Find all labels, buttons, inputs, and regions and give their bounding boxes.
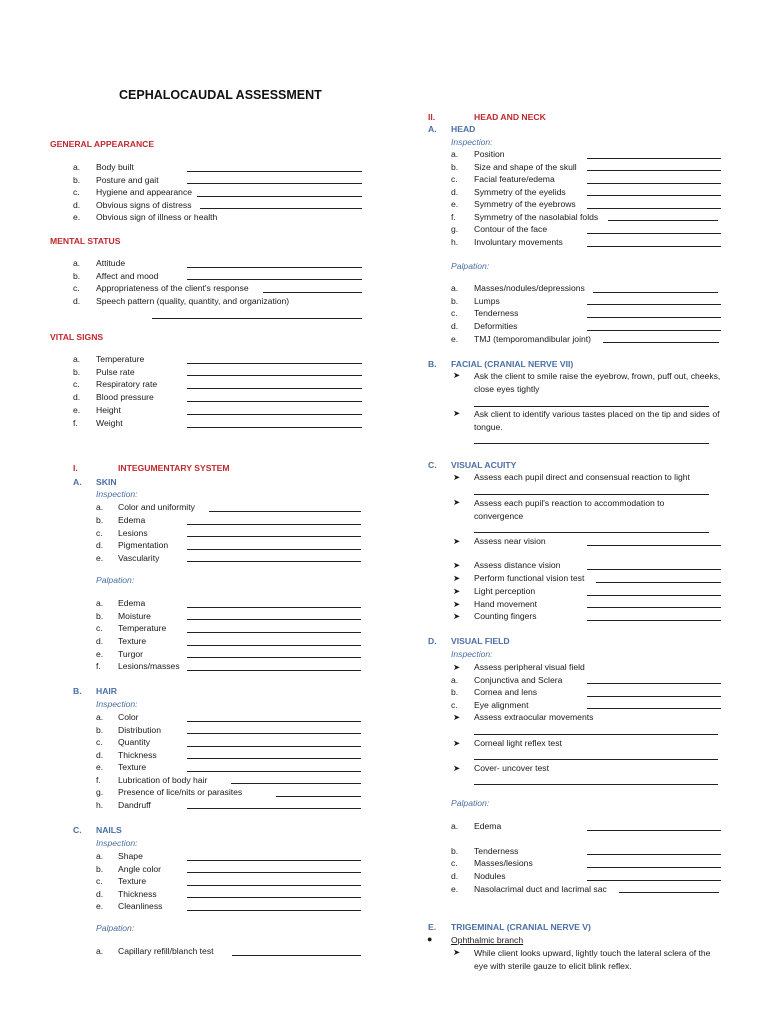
answer-line[interactable] <box>587 595 721 596</box>
answer-line[interactable] <box>187 171 362 172</box>
answer-line[interactable] <box>587 708 721 709</box>
palpation-label: Palpation: <box>451 261 490 271</box>
answer-line[interactable] <box>587 330 721 331</box>
list-item: f. Lubrication of body hair <box>96 774 366 787</box>
list-item: b. Distribution <box>96 724 366 737</box>
answer-line[interactable] <box>593 292 718 293</box>
answer-line[interactable] <box>197 196 362 197</box>
answer-line[interactable] <box>608 220 718 221</box>
answer-line[interactable] <box>587 170 721 171</box>
instruction-text: Ask the client to smile raise the eyebrow, frown, puff out, cheeks, close eyes tightly <box>474 371 721 394</box>
answer-line[interactable] <box>187 645 361 646</box>
answer-line[interactable] <box>587 569 721 570</box>
instruction-text: Assess each pupil's reaction to accommodation to convergence <box>474 498 665 521</box>
answer-line[interactable] <box>187 607 361 608</box>
list-item: b. Angle color <box>96 863 366 876</box>
list-item: e. Texture <box>96 761 366 774</box>
section-heading-vital-signs: VITAL SIGNS <box>50 332 104 342</box>
answer-line[interactable] <box>231 783 361 784</box>
list-item: a. Attitude <box>73 257 363 270</box>
branch-label: Ophthalmic branch <box>451 935 524 945</box>
list-item: g. Presence of lice/nits or parasites <box>96 786 366 799</box>
answer-line[interactable] <box>187 267 362 268</box>
answer-line[interactable] <box>187 860 361 861</box>
list-item: g. Contour of the face <box>451 223 726 236</box>
answer-line[interactable] <box>596 582 721 583</box>
subsection-letter: B. <box>428 359 437 369</box>
subsection-heading-skin: SKIN <box>96 477 117 487</box>
answer-line[interactable] <box>587 304 721 305</box>
answer-line[interactable] <box>263 292 362 293</box>
subsection-letter: C. <box>73 825 82 835</box>
list-item: ➤ Assess peripheral visual field <box>453 662 585 672</box>
arrow-bullet-icon: ➤ <box>453 712 461 722</box>
list-item: e. Vascularity <box>96 552 366 565</box>
inspection-label: Inspection: <box>96 838 138 848</box>
list-item: e. Symmetry of the eyebrows <box>451 198 726 211</box>
answer-line[interactable] <box>587 854 721 855</box>
answer-line[interactable] <box>187 733 361 734</box>
palpation-label: Palpation: <box>96 575 135 585</box>
list-item: c. Hygiene and appearance <box>73 186 363 199</box>
list-item: ➤ Assess extraocular movements <box>453 712 594 722</box>
arrow-bullet-icon: ➤ <box>453 611 461 621</box>
palpation-label: Palpation: <box>96 923 135 933</box>
list-item: ➤ Light perception <box>453 585 728 598</box>
answer-line[interactable] <box>587 696 721 697</box>
answer-line[interactable] <box>187 670 361 671</box>
answer-line[interactable] <box>587 183 721 184</box>
arrow-bullet-icon: ➤ <box>453 738 461 748</box>
arrow-bullet-icon: ➤ <box>453 586 461 596</box>
subsection-letter: C. <box>428 460 437 470</box>
list-item: d. Pigmentation <box>96 539 366 552</box>
answer-line[interactable] <box>187 183 362 184</box>
answer-line[interactable] <box>187 808 361 809</box>
subsection-heading-visual-field: VISUAL FIELD <box>451 636 510 646</box>
list-item: b. Cornea and lens <box>451 686 726 699</box>
answer-line[interactable] <box>474 784 718 785</box>
answer-line[interactable] <box>187 279 362 280</box>
list-item: d. Blood pressure <box>73 391 363 404</box>
list-item: b. Size and shape of the skull <box>451 161 726 174</box>
answer-line[interactable] <box>187 375 362 376</box>
list-item: d. Thickness <box>96 749 366 762</box>
list-item: b. Pulse rate <box>73 366 363 379</box>
section-number: II. <box>428 112 436 122</box>
list-item: c. Facial feature/edema <box>451 173 726 186</box>
list-item: f. Weight <box>73 417 363 430</box>
list-item: b. Tenderness <box>451 845 726 858</box>
answer-line[interactable] <box>474 406 709 407</box>
answer-line[interactable] <box>187 363 362 364</box>
list-item: c. Appropriateness of the client's response <box>73 282 363 295</box>
list-item: e. TMJ (temporomandibular joint) <box>451 333 726 346</box>
arrow-bullet-icon: ➤ <box>453 560 461 570</box>
list-item: a. Color and uniformity <box>96 501 366 514</box>
list-item: a. Body built <box>73 161 363 174</box>
answer-line[interactable] <box>587 867 721 868</box>
section-heading-integumentary: INTEGUMENTARY SYSTEM <box>118 463 230 473</box>
answer-line[interactable] <box>587 830 721 831</box>
list-item: b. Posture and gait <box>73 174 363 187</box>
inspection-label: Inspection: <box>451 137 493 147</box>
list-item: d. Deformities <box>451 320 726 333</box>
list-item: a. Edema <box>96 597 366 610</box>
answer-line[interactable] <box>474 443 709 444</box>
subsection-letter: A. <box>73 477 82 487</box>
answer-line[interactable] <box>209 511 361 512</box>
answer-line[interactable] <box>474 494 709 495</box>
list-item: e. Turgor <box>96 648 366 661</box>
answer-line[interactable] <box>187 632 361 633</box>
answer-line[interactable] <box>187 758 361 759</box>
list-item: b. Lumps <box>451 295 726 308</box>
answer-line[interactable] <box>474 759 718 760</box>
arrow-bullet-icon: ➤ <box>453 763 461 773</box>
list-item: ➤ Perform functional vision test <box>453 572 728 585</box>
list-item: b. Affect and mood <box>73 270 363 283</box>
list-item: e. Nasolacrimal duct and lacrimal sac <box>451 883 726 896</box>
answer-line[interactable] <box>187 414 362 415</box>
answer-line[interactable] <box>187 524 361 525</box>
list-item: a. Shape <box>96 850 366 863</box>
list-item: c. Masses/lesions <box>451 857 726 870</box>
answer-line[interactable] <box>587 620 721 621</box>
list-item: c. Quantity <box>96 736 366 749</box>
page-title: CEPHALOCAUDAL ASSESSMENT <box>119 88 322 102</box>
answer-line[interactable] <box>603 342 719 343</box>
arrow-bullet-icon: ➤ <box>453 947 461 957</box>
answer-line[interactable] <box>587 208 721 209</box>
answer-line[interactable] <box>587 317 721 318</box>
list-item: f. Symmetry of the nasolabial folds <box>451 211 726 224</box>
answer-line[interactable] <box>187 897 361 898</box>
list-item: d. Texture <box>96 635 366 648</box>
arrow-bullet-icon: ➤ <box>453 370 461 380</box>
answer-line[interactable] <box>587 880 721 881</box>
subsection-heading-hair: HAIR <box>96 686 118 696</box>
subsection-heading-visual-acuity: VISUAL ACUITY <box>451 460 517 470</box>
answer-line[interactable] <box>187 549 361 550</box>
list-item: c. Eye alignment <box>451 699 726 712</box>
answer-line[interactable] <box>187 388 362 389</box>
answer-line[interactable] <box>587 233 721 234</box>
list-item: c. Respiratory rate <box>73 378 363 391</box>
list-item: ➤ Assess distance vision <box>453 559 728 572</box>
list-item: c. Temperature <box>96 622 366 635</box>
instruction-text: While client looks upward, lightly touch the lateral sclera of the eye with sterile gauze to elicit blink reflex. <box>474 948 711 971</box>
arrow-bullet-icon: ➤ <box>453 408 461 418</box>
answer-line[interactable] <box>187 561 361 562</box>
answer-line[interactable] <box>187 619 361 620</box>
section-number: I. <box>73 463 78 473</box>
list-item: ➤ Corneal light reflex test <box>453 738 562 748</box>
answer-line[interactable] <box>187 885 361 886</box>
list-item: ➤ Hand movement <box>453 598 728 611</box>
arrow-bullet-icon: ➤ <box>453 573 461 583</box>
answer-line[interactable] <box>187 771 361 772</box>
subsection-heading-facial: FACIAL (CRANIAL NERVE VII) <box>451 359 574 369</box>
list-item: ➤ Counting fingers <box>453 610 728 623</box>
answer-line[interactable] <box>187 427 362 428</box>
subsection-heading-head: HEAD <box>451 124 476 134</box>
arrow-bullet-icon: ➤ <box>453 497 461 507</box>
list-item: f. Lesions/masses <box>96 660 366 673</box>
instruction-text: Assess each pupil direct and consensual reaction to light <box>474 472 690 482</box>
subsection-letter: A. <box>428 124 437 134</box>
list-item: e. Height <box>73 404 363 417</box>
list-item: a. Masses/nodules/depressions <box>451 282 726 295</box>
answer-line[interactable] <box>200 208 362 209</box>
list-item: c. Tenderness <box>451 307 726 320</box>
list-item: d. Symmetry of the eyelids <box>451 186 726 199</box>
answer-line[interactable] <box>187 746 361 747</box>
section-heading-head-and-neck: HEAD AND NECK <box>474 112 546 122</box>
subsection-heading-trigeminal: TRIGEMINAL (CRANIAL NERVE V) <box>451 922 591 932</box>
answer-line[interactable] <box>587 246 721 247</box>
subsection-letter: E. <box>428 922 437 932</box>
list-item: a. Temperature <box>73 353 363 366</box>
answer-line[interactable] <box>187 872 361 873</box>
instruction-text: Ask client to identify various tastes placed on the tip and sides of tongue. <box>474 409 720 432</box>
list-item: e. Cleanliness <box>96 900 366 913</box>
inspection-label: Inspection: <box>96 699 138 709</box>
answer-line[interactable] <box>587 545 721 546</box>
list-item: e. Obvious sign of illness or health <box>73 212 218 222</box>
arrow-bullet-icon: ➤ <box>453 472 461 482</box>
inspection-label: Inspection: <box>451 649 493 659</box>
list-item: b. Moisture <box>96 610 366 623</box>
list-item: c. Lesions <box>96 527 366 540</box>
arrow-bullet-icon: ➤ <box>453 598 461 609</box>
answer-line[interactable] <box>187 536 361 537</box>
answer-line[interactable] <box>187 657 361 658</box>
answer-line[interactable] <box>232 955 361 956</box>
subsection-letter: B. <box>73 686 82 696</box>
inspection-label: Inspection: <box>96 489 138 499</box>
list-item: b. Edema <box>96 514 366 527</box>
answer-line[interactable] <box>587 195 721 196</box>
list-item: d. Speech pattern (quality, quantity, and organization) <box>73 296 290 306</box>
list-item: a. Color <box>96 711 366 724</box>
arrow-bullet-icon: ➤ <box>453 662 461 672</box>
section-heading-mental-status: MENTAL STATUS <box>50 236 121 246</box>
answer-line[interactable] <box>276 796 361 797</box>
palpation-label: Palpation: <box>451 798 490 808</box>
answer-line[interactable] <box>587 158 721 159</box>
list-item: a. Position <box>451 148 726 161</box>
list-item: a. Conjunctiva and Sclera <box>451 674 726 687</box>
list-item: d. Thickness <box>96 888 366 901</box>
list-item: d. Obvious signs of distress <box>73 199 363 212</box>
bullet-dot-icon: ● <box>427 934 433 944</box>
list-item: ➤ Cover- uncover test <box>453 763 549 773</box>
answer-line[interactable] <box>474 734 718 735</box>
section-heading-general-appearance: GENERAL APPEARANCE <box>50 139 155 149</box>
answer-line[interactable] <box>152 318 362 319</box>
list-item: d. Nodules <box>451 870 726 883</box>
answer-line[interactable] <box>187 910 361 911</box>
arrow-bullet-icon: ➤ <box>453 536 461 546</box>
answer-line[interactable] <box>619 892 719 893</box>
answer-line[interactable] <box>474 532 709 533</box>
list-item: h. Dandruff <box>96 799 366 812</box>
answer-line[interactable] <box>187 401 362 402</box>
list-item: h. Involuntary movements <box>451 236 726 249</box>
list-item: a. Edema <box>451 820 726 833</box>
subsection-heading-nails: NAILS <box>96 825 122 835</box>
answer-line[interactable] <box>187 721 361 722</box>
answer-line[interactable] <box>587 683 721 684</box>
answer-line[interactable] <box>587 607 721 608</box>
list-item: a. Capillary refill/blanch test <box>96 945 366 958</box>
subsection-letter: D. <box>428 636 437 646</box>
list-item: c. Texture <box>96 875 366 888</box>
list-item: ➤ Assess near vision <box>453 535 728 548</box>
